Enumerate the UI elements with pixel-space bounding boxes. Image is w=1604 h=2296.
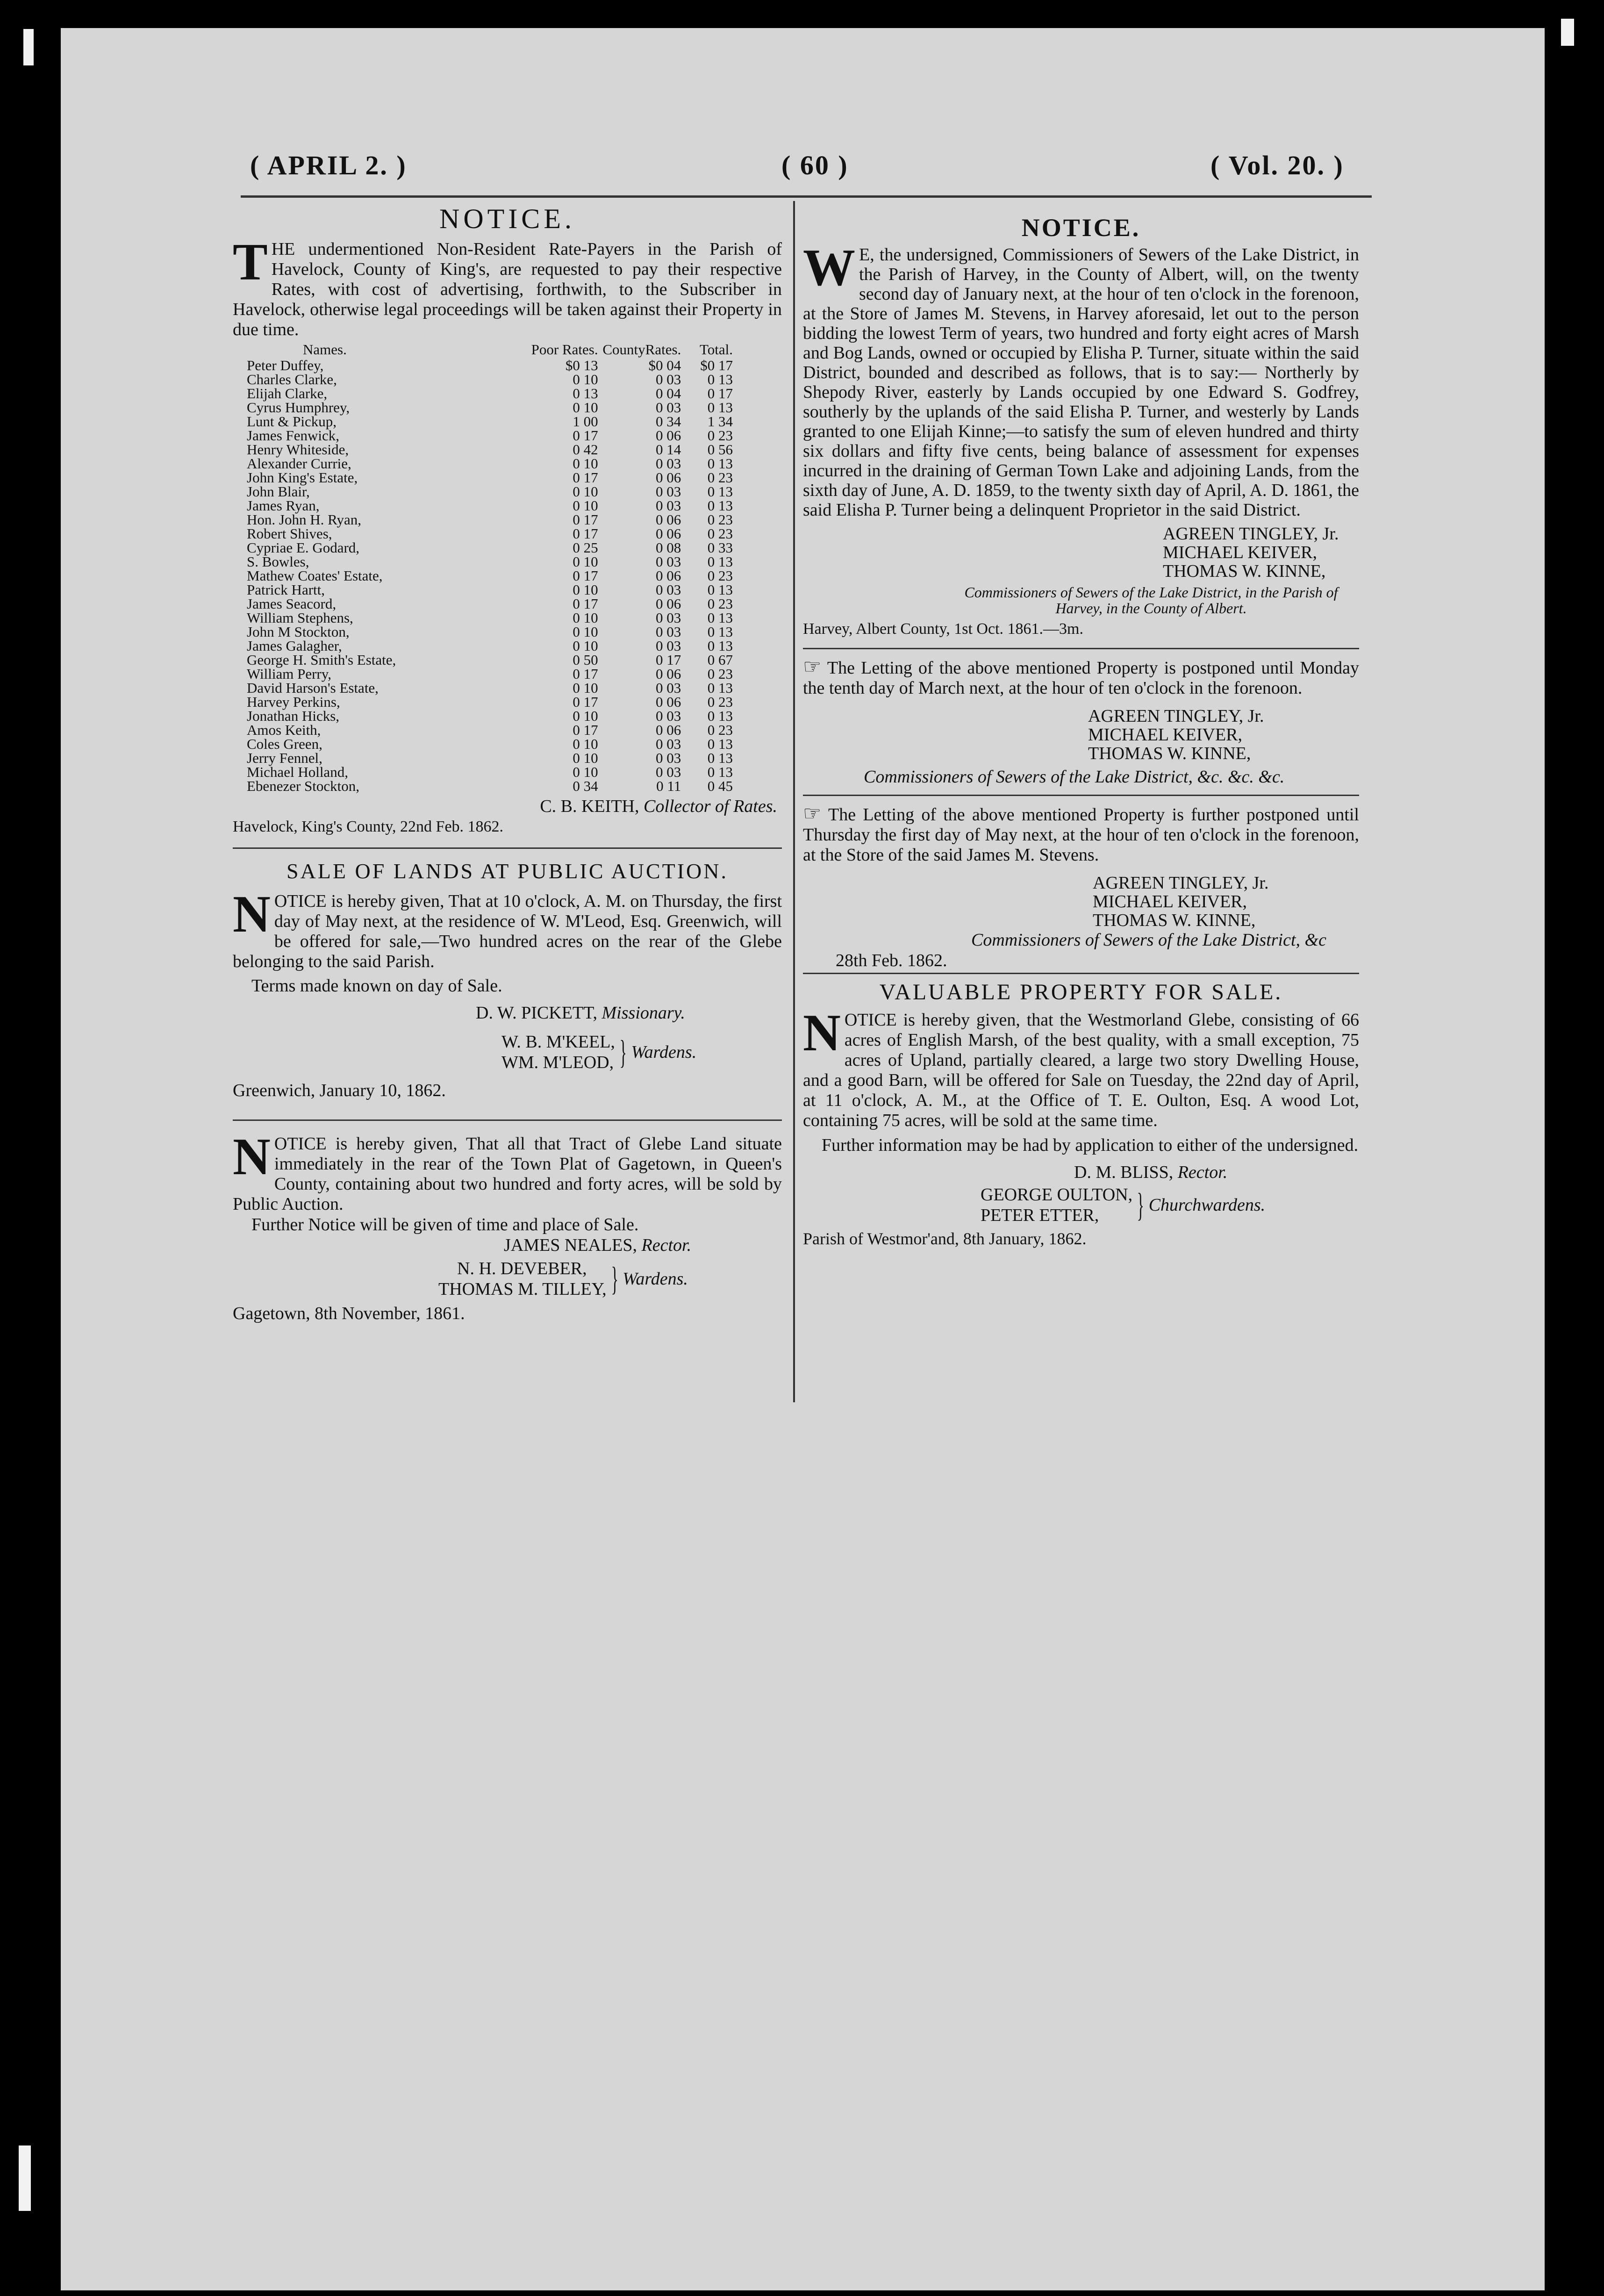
rate-name: David Harson's Estate, [247, 680, 379, 696]
sewers-sig-3c: THOMAS W. KINNE, [1093, 910, 1256, 930]
rate-county: 0 08 [656, 539, 681, 556]
sewers-commissioners-3: Commissioners of Sewers of the Lake District, &c [971, 930, 1326, 950]
rate-poor: 0 10 [573, 750, 598, 766]
rate-name: Lunt & Pickup, [247, 413, 337, 430]
postpone-2-text: The Letting of the above mentioned Property is further postponed until Thursday the first day of May next, at the hour of ten o'clock in the forenoon, at the Store of the said James M. Stevens. [803, 804, 1359, 865]
glebe-notice-body [233, 1128, 782, 1214]
rate-poor: 0 10 [573, 764, 598, 780]
rate-poor: 0 10 [573, 624, 598, 640]
table-row [237, 513, 733, 527]
sale-lands-body [233, 885, 782, 972]
table-row [237, 527, 733, 541]
rate-name: Patrick Hartt, [247, 581, 325, 598]
rate-name: Ebenezer Stockton, [247, 778, 360, 794]
column-divider [793, 201, 795, 1402]
rate-poor: 0 10 [573, 581, 598, 598]
sewers-notice [803, 213, 1359, 971]
valuable-property-notice [803, 979, 1359, 1249]
rate-name: Hon. John H. Ryan, [247, 511, 362, 528]
valuable-dateline: Parish of Westmor'and, 8th January, 1862. [803, 1229, 1087, 1248]
table-row [237, 709, 733, 723]
rule-4 [803, 795, 1359, 796]
rate-total: 0 13 [707, 610, 733, 626]
rate-poor: 0 25 [573, 539, 598, 556]
table-row [237, 429, 733, 443]
sale-lands-terms: Terms made known on day of Sale. [251, 976, 502, 996]
sewers-commissioners-2: Commissioners of Sewers of the Lake District, &c. &c. &c. [864, 767, 1285, 787]
sewers-notice-text: E, the undersigned, Commissioners of Sewers of the Lake District, in the Parish of Harvey, in the County of Albert, will, on the twenty second day of January next, at the hour of ten o'clock in the forenoon, at the Store of James M. Stevens, in Harvey aforesaid, let out to the person bidding the lowest Term of years, two hundred and forty eight acres of Marsh and Bog Lands, owned or occupied by Elisha P. Turner, situate within the said District, bounded and described as follows, that is to say:— Northerly by Shepody River, easterly by Lands occupied by one Edward S. Godfrey, southerly by the uplands of the said Elisha P. Turner, and westerly by Lands granted to one Elijah Kinne;—to satisfy the sum of eleven hundred and thirty six dollars and fifty five cents, being balance of assessment for expenses incurred in the draining of German Town Lake and adjoining Lands, from the sixth day of June, A. D. 1859, to the twenty sixth day of April, A. D. 1861, the said Elisha P. Turner being a delinquent Proprietor in the said District. [803, 244, 1359, 520]
rate-total: 0 13 [707, 624, 733, 640]
rate-poor: 0 17 [573, 469, 598, 486]
rate-county: 0 14 [656, 441, 681, 458]
rate-name: James Fenwick, [247, 427, 340, 444]
glebe-notice-text: OTICE is hereby given, That all that Tract of Glebe Land situate immediately in the rear of the Town Plat of Gagetown, in Queen's County, containing about two hundred and forty acres, will be sold by Public Auction. [233, 1134, 782, 1214]
rate-name: Michael Holland, [247, 764, 348, 780]
glebe-warden-1: N. H. DEVEBER, [457, 1259, 587, 1279]
rate-poor: 0 10 [573, 610, 598, 626]
rate-total: 0 13 [707, 750, 733, 766]
rate-poor: 0 10 [573, 708, 598, 724]
rate-total: 0 23 [707, 666, 733, 682]
pointing-hand-icon: ☞ [803, 655, 822, 678]
rate-poor: 0 50 [573, 652, 598, 668]
table-row [237, 779, 733, 793]
rates-notice-text: HE undermentioned Non-Resident Rate-Payers in the Parish of Havelock, County of King's, are requested to pay their respective Rates, with cost of advertising, forthwith, to the Subscriber in Havelock, otherwise legal proceedings will be taken against their Property in due time. [233, 239, 782, 339]
sale-lands-notice [233, 858, 782, 1101]
rate-county: 0 06 [656, 427, 681, 444]
valuable-warden-2: PETER ETTER, [981, 1205, 1099, 1226]
table-row [237, 695, 733, 709]
rate-county: 0 06 [656, 666, 681, 682]
left-column [233, 202, 782, 1324]
rate-total: 0 13 [707, 680, 733, 696]
table-row [237, 499, 733, 513]
glebe-rector-title: Rector. [641, 1235, 692, 1256]
rate-poor: 0 10 [573, 736, 598, 752]
rate-county: 0 03 [656, 371, 681, 387]
rate-poor: 0 13 [573, 385, 598, 402]
valuable-property-body [803, 1004, 1359, 1131]
rate-poor: 0 17 [573, 666, 598, 682]
rate-poor: 0 17 [573, 567, 598, 584]
rate-name: Cypriae E. Godard, [247, 539, 360, 556]
rate-name: Amos Keith, [247, 722, 321, 738]
rate-total: 0 13 [707, 371, 733, 387]
sewers-dateline: Harvey, Albert County, 1st Oct. 1861.—3m. [803, 620, 1083, 638]
rate-county: 0 03 [656, 736, 681, 752]
brace-icon: } [611, 1260, 618, 1298]
postpone-1 [803, 657, 1359, 698]
valuable-rector [803, 1162, 1359, 1183]
rates-table [237, 343, 733, 793]
glebe-wardens [233, 1258, 782, 1299]
postpone-2 [803, 804, 1359, 865]
rate-county: 0 03 [656, 624, 681, 640]
table-row [237, 401, 733, 415]
rate-total: 0 45 [707, 778, 733, 794]
rate-poor: 0 34 [573, 778, 598, 794]
sewers-sig-2c: MICHAEL KEIVER, [1093, 891, 1247, 911]
table-row [237, 471, 733, 485]
sale-lands-missionary [233, 1003, 782, 1023]
valuable-rector-name: D. M. BLISS, [1074, 1162, 1174, 1183]
sewers-sig-1c: AGREEN TINGLEY, Jr. [1093, 873, 1269, 893]
table-row [237, 611, 733, 625]
rate-name: Jerry Fennel, [247, 750, 322, 766]
rate-name: Cyrus Humphrey, [247, 399, 350, 416]
sewers-sig-1: AGREEN TINGLEY, Jr. [1163, 524, 1339, 544]
rate-county: 0 03 [656, 581, 681, 598]
rate-county: 0 03 [656, 399, 681, 416]
table-row [237, 373, 733, 387]
rates-notice-body [233, 233, 782, 340]
rate-county: 0 03 [656, 708, 681, 724]
glebe-rector [233, 1235, 782, 1256]
table-row [237, 583, 733, 597]
rate-total: 0 17 [707, 385, 733, 402]
table-row [237, 387, 733, 401]
sewers-dateline-2: 28th Feb. 1862. [836, 950, 947, 970]
sewers-sig-2b: MICHAEL KEIVER, [1088, 725, 1242, 745]
rate-county: 0 03 [656, 764, 681, 780]
rate-name: James Seacord, [247, 596, 337, 612]
rate-county: 0 03 [656, 455, 681, 472]
rate-poor: 0 17 [573, 596, 598, 612]
sewers-signatures-2 [803, 707, 1359, 763]
rates-notice-dropcap: T [233, 233, 268, 291]
rate-total: 1 34 [707, 413, 733, 430]
rate-total: 0 23 [707, 722, 733, 738]
sewers-sig-3b: THOMAS W. KINNE, [1088, 743, 1251, 763]
rate-county: 0 17 [656, 652, 681, 668]
rate-county: 0 34 [656, 413, 681, 430]
rate-county: $0 04 [648, 357, 681, 373]
rates-signature-title: Collector of Rates. [643, 796, 777, 816]
table-row [237, 737, 733, 751]
sale-warden-1: W. B. M'KEEL, [501, 1032, 615, 1052]
rate-poor: 0 17 [573, 525, 598, 542]
rule-5 [803, 973, 1359, 974]
col-header-poor: Poor Rates. [531, 341, 598, 358]
table-row [237, 485, 733, 499]
table-row [237, 569, 733, 583]
rate-poor: 0 10 [573, 399, 598, 416]
rate-name: George H. Smith's Estate, [247, 652, 396, 668]
table-row [237, 639, 733, 653]
rule-1 [233, 847, 782, 849]
rate-total: 0 13 [707, 581, 733, 598]
table-row [237, 625, 733, 639]
glebe-notice [233, 1128, 782, 1324]
right-column [803, 213, 1359, 1249]
missionary-title: Missionary. [602, 1003, 685, 1023]
brace-icon: } [619, 1033, 627, 1071]
table-row [237, 751, 733, 765]
rate-total: 0 23 [707, 596, 733, 612]
rate-poor: 0 17 [573, 511, 598, 528]
rate-total: 0 23 [707, 427, 733, 444]
volume-number: ( Vol. 20. ) [1210, 150, 1344, 180]
rate-county: 0 03 [656, 483, 681, 500]
sewers-signatures-3 [803, 874, 1359, 930]
rate-county: 0 06 [656, 525, 681, 542]
table-row [237, 681, 733, 695]
table-row [237, 597, 733, 611]
pointing-hand-icon: ☞ [803, 802, 822, 825]
rate-total: 0 67 [707, 652, 733, 668]
sale-wardens-label: Wardens. [631, 1042, 697, 1062]
rate-name: Peter Duffey, [247, 357, 324, 373]
sewers-sig-3: THOMAS W. KINNE, [1163, 561, 1326, 581]
glebe-notice-dropcap: N [233, 1128, 271, 1186]
rates-dateline: Havelock, King's County, 22nd Feb. 1862. [233, 818, 504, 835]
rates-notice [233, 202, 782, 837]
rate-total: 0 13 [707, 708, 733, 724]
valuable-property-further-text: Further information may be had by application to either of the undersigned. [822, 1135, 1359, 1155]
postpone-1-text: The Letting of the above mentioned Property is postponed until Monday the tenth day of March next, at the hour of ten o'clock in the forenoon. [803, 658, 1359, 698]
rate-county: 0 06 [656, 469, 681, 486]
rate-poor: 0 10 [573, 455, 598, 472]
rate-poor: 0 10 [573, 680, 598, 696]
rate-total: 0 23 [707, 525, 733, 542]
page-number: ( 60 ) [781, 150, 849, 180]
table-row [237, 555, 733, 569]
rate-poor: 0 17 [573, 694, 598, 710]
col-header-county: CountyRates. [602, 341, 681, 358]
sale-lands-wardens [233, 1032, 782, 1073]
rate-county: 0 06 [656, 722, 681, 738]
rate-total: 0 33 [707, 539, 733, 556]
rates-signature [233, 796, 782, 817]
rate-name: Alexander Currie, [247, 455, 351, 472]
rate-poor: 0 10 [573, 483, 598, 500]
sewers-notice-body [803, 238, 1359, 520]
rate-name: Henry Whiteside, [247, 441, 349, 458]
rate-name: John M Stockton, [247, 624, 350, 640]
rate-poor: 0 10 [573, 371, 598, 387]
sale-lands-text: OTICE is hereby given, That at 10 o'clock, A. M. on Thursday, the first day of May next, at the residence of W. M'Leod, Esq. Greenwich, will be offered for sale,—Two hundred acres on the rear of the Glebe belonging to the said Parish. [233, 891, 782, 972]
valuable-property-title: VALUABLE PROPERTY FOR SALE. [879, 979, 1283, 1004]
sale-lands-title: SALE OF LANDS AT PUBLIC AUCTION. [286, 859, 729, 883]
table-row [237, 667, 733, 681]
rate-total: 0 13 [707, 399, 733, 416]
glebe-rector-name: JAMES NEALES, [504, 1235, 637, 1256]
rate-county: 0 06 [656, 694, 681, 710]
rate-total: 0 23 [707, 511, 733, 528]
rates-notice-title: NOTICE. [439, 203, 575, 234]
rates-table-header [237, 343, 733, 359]
table-row [237, 359, 733, 373]
rates-signature-name: C. B. KEITH, [540, 796, 639, 816]
issue-date: ( APRIL 2. ) [250, 150, 407, 180]
rate-name: Robert Shives, [247, 525, 332, 542]
rate-county: 0 06 [656, 596, 681, 612]
table-row [237, 541, 733, 555]
brace-icon: } [1137, 1186, 1145, 1224]
rate-county: 0 03 [656, 750, 681, 766]
rate-poor: 1 00 [573, 413, 598, 430]
glebe-warden-2: THOMAS M. TILLEY, [438, 1279, 607, 1299]
rate-county: 0 03 [656, 680, 681, 696]
rule-2 [233, 1119, 782, 1121]
rate-name: Jonathan Hicks, [247, 708, 340, 724]
rate-county: 0 03 [656, 610, 681, 626]
valuable-property-dropcap: N [803, 1004, 841, 1062]
rate-county: 0 06 [656, 567, 681, 584]
rate-total: 0 13 [707, 455, 733, 472]
sewers-sig-2: MICHAEL KEIVER, [1163, 542, 1317, 562]
rate-total: 0 23 [707, 567, 733, 584]
rate-name: Coles Green, [247, 736, 322, 752]
rate-name: William Stephens, [247, 610, 353, 626]
sewers-signatures-1 [803, 524, 1359, 581]
rate-poor: 0 10 [573, 497, 598, 514]
rate-county: 0 03 [656, 553, 681, 570]
glebe-wardens-label: Wardens. [623, 1269, 688, 1289]
valuable-property-text: OTICE is hereby given, that the Westmorland Glebe, consisting of 66 acres of English Marsh, of the best quality, with a small exception, 75 acres of Upland, partially cleared, a large two story Dwelling House, and a good Barn, will be offered for Sale on Tuesday, the 22nd day of April, at 11 o'clock, A. M., at the Office of T. E. Oulton, Esq. A wood Lot, containing 75 acres, will be sold at the same time. [803, 1010, 1359, 1131]
rate-total: 0 23 [707, 694, 733, 710]
rate-county: 0 06 [656, 511, 681, 528]
rate-poor: 0 17 [573, 722, 598, 738]
rate-county: 0 04 [656, 385, 681, 402]
rate-total: 0 13 [707, 497, 733, 514]
rate-county: 0 03 [656, 497, 681, 514]
col-header-names: Names. [303, 341, 347, 358]
rate-poor: 0 17 [573, 427, 598, 444]
rate-name: John King's Estate, [247, 469, 358, 486]
rate-total: 0 13 [707, 553, 733, 570]
sale-lands-dateline: Greenwich, January 10, 1862. [233, 1081, 446, 1101]
valuable-rector-title: Rector. [1177, 1162, 1228, 1183]
table-row [237, 415, 733, 429]
rate-county: 0 03 [656, 638, 681, 654]
rate-name: William Perry, [247, 666, 331, 682]
rate-name: Elijah Clarke, [247, 385, 328, 402]
rate-county: 0 11 [656, 778, 681, 794]
rule-3 [803, 648, 1359, 649]
rate-total: 0 13 [707, 483, 733, 500]
valuable-property-further [803, 1135, 1359, 1155]
header-rule [241, 195, 1372, 198]
rate-poor: $0 13 [565, 357, 598, 373]
table-row [237, 723, 733, 737]
missionary-name: D. W. PICKETT, [476, 1003, 598, 1023]
rate-name: John Blair, [247, 483, 310, 500]
sewers-commissioners: Commissioners of Sewers of the Lake District, in the Parish of Harvey, in the County of Albert. [964, 583, 1338, 617]
col-header-total: Total. [699, 341, 733, 358]
rate-total: 0 13 [707, 638, 733, 654]
rate-total: 0 13 [707, 736, 733, 752]
rate-total: 0 23 [707, 469, 733, 486]
valuable-wardens-label: Churchwardens. [1148, 1195, 1266, 1215]
rate-name: James Galagher, [247, 638, 342, 654]
table-row [237, 765, 733, 779]
rate-total: 0 13 [707, 764, 733, 780]
valuable-warden-1: GEORGE OULTON, [981, 1185, 1133, 1205]
glebe-further: Further Notice will be given of time and place of Sale. [251, 1215, 639, 1235]
glebe-dateline: Gagetown, 8th November, 1861. [233, 1304, 465, 1324]
rate-total: $0 17 [700, 357, 733, 373]
rate-total: 0 56 [707, 441, 733, 458]
table-row [237, 457, 733, 471]
sewers-notice-dropcap: W [803, 238, 855, 297]
rate-poor: 0 10 [573, 553, 598, 570]
rates-table-body [237, 359, 733, 793]
valuable-wardens [803, 1184, 1359, 1226]
sale-lands-dropcap: N [233, 885, 271, 944]
table-row [237, 653, 733, 667]
rate-poor: 0 42 [573, 441, 598, 458]
rate-poor: 0 10 [573, 638, 598, 654]
sewers-notice-title: NOTICE. [1021, 214, 1141, 242]
rate-name: Harvey Perkins, [247, 694, 340, 710]
rate-name: Charles Clarke, [247, 371, 337, 387]
rate-name: James Ryan, [247, 497, 320, 514]
sewers-sig-1b: AGREEN TINGLEY, Jr. [1088, 706, 1264, 726]
sale-warden-2: WM. M'LEOD, [501, 1053, 614, 1073]
table-row [237, 443, 733, 457]
rate-name: Mathew Coates' Estate, [247, 567, 383, 584]
rate-name: S. Bowles, [247, 553, 309, 570]
